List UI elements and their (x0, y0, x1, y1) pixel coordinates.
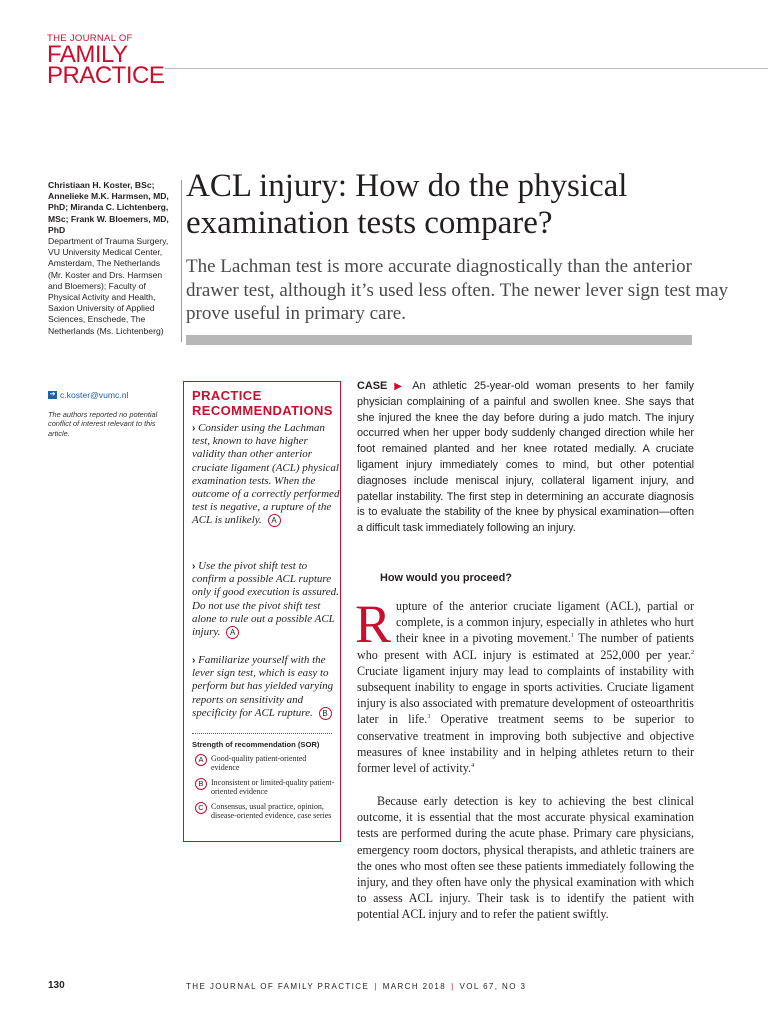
sor-legend-row (195, 778, 335, 797)
footer-journal: THE JOURNAL OF FAMILY PRACTICE (186, 982, 370, 991)
practice-recommendations-title (192, 389, 340, 418)
recommendation-item (192, 560, 340, 639)
footer-separator: | (451, 982, 455, 991)
author-email-link[interactable]: c.koster@vumc.nl (60, 390, 129, 400)
practice-title-line2: RECOMMENDATIONS (192, 402, 333, 418)
chevron-right-icon: › (192, 423, 196, 434)
chevron-right-icon: › (192, 561, 196, 572)
author-names: Christiaan H. Koster, BSc; Annelieke M.K. Harmsen, MD, PhD; Miranda C. Lichtenberg, MSc; Frank W. Bloemers, MD, PhD (48, 180, 169, 235)
body-text: Cruciate ligament injury may lead to complaints of instability with subsequent inability to engage in sports activities. Cruciate ligament injury is also associated with premature development of osteoarthritis later in life. (357, 663, 694, 727)
grade-badge: B (319, 707, 332, 720)
chevron-right-icon: › (192, 655, 196, 666)
footer-separator: | (374, 982, 378, 991)
recommendation-text: Consider using the Lachman test, known to have higher validity than other anterior cruciate ligament (ACL) physical examination tests. When the outcome of a correctly performed test is negative, a rupture of the ACL is unlikely. (192, 422, 340, 527)
article-subtitle: The Lachman test is more accurate diagnostically than the anterior drawer test, although it’s used less often. The newer lever sign test may prove useful in primary care. (186, 256, 729, 324)
reference-marker: 2 (691, 649, 694, 656)
reference-marker: 3 (427, 714, 431, 721)
reference-marker: 1 (571, 633, 575, 640)
email-row[interactable] (48, 390, 174, 400)
grade-badge: A (226, 626, 239, 639)
grade-badge: B (195, 778, 207, 790)
footer-date: MARCH 2018 (382, 982, 447, 991)
author-affiliation: Department of Trauma Surgery, VU University Medical Center, Amsterdam, The Netherlands (Mr. Koster and Drs. Harmsen and Bloemers); Faculty of Physical Activity and Health, Saxion University of Applied Sciences, Enschede, The Netherlands (Ms. Lichtenberg) (48, 236, 169, 336)
body-paragraph: Because early detection is key to achieving the best clinical outcome, it is essential that the most accurate physical examination tests are performed during the acute phase. Primary care physicians, emergency room doctors, physical therapists, and athletic trainers are the ones who most often see these patients immediately following the injury, and they often have only the physical examination with which to assess ACL injury. Their task is to identify the patient with potential ACL injury and to refer the patient swiftly. (357, 794, 694, 922)
title-bar-decoration (186, 335, 692, 345)
running-footer (186, 982, 526, 991)
sor-title: Strength of recommendation (SOR) (192, 740, 320, 749)
grade-badge: C (195, 802, 207, 814)
page-number: 130 (48, 980, 65, 991)
masthead-divider (165, 68, 768, 69)
sor-legend-text: Good-quality patient-oriented evidence (211, 754, 307, 773)
sor-legend-row (195, 802, 335, 821)
journal-masthead (47, 33, 177, 89)
sor-divider (192, 733, 332, 734)
case-text: An athletic 25-year-old woman presents to her family physician complaining of a painful and swollen knee. She says that she injured the knee the day before during a judo match. The injury occurred when her upper body suddenly changed direction while her foot remained planted and her knee rotated medially. A cruciate ligament injury immediately comes to mind, but other potential diagnoses include meniscal injury, collateral ligament injury, and patellar instability. The first step in determining an accurate diagnosis is to evaluate the stability of the knee by physical examination—often a difficult task immediately following an injury. (357, 380, 694, 535)
recommendation-item (192, 422, 340, 528)
case-label: CASE (357, 380, 388, 392)
body-text: upture of the anterior cruciate ligament (ACL), partial or complete, is a common injury, especially in athletes who hurt their knee in a pivoting movement. (396, 599, 694, 646)
recommendation-item (192, 654, 340, 720)
recommendation-text: Familiarize yourself with the lever sign test, which is easy to perform but has yielded varying reports on sensitivity and specificity for ACL rupture. (192, 654, 334, 719)
article-title: ACL injury: How do the physical examination tests compare? (186, 168, 628, 241)
masthead-line-practice: PRACTICE (47, 62, 165, 89)
case-question: How would you proceed? (380, 572, 512, 584)
sor-legend-text: Consensus, usual practice, opinion, disease-oriented evidence, case series (211, 802, 332, 821)
body-paragraph (355, 594, 695, 776)
drop-cap: R (355, 594, 392, 654)
grade-badge: A (195, 754, 207, 766)
sor-legend-text: Inconsistent or limited-quality patient-oriented evidence (211, 778, 335, 797)
case-paragraph (357, 379, 694, 537)
masthead-small-line: THE JOURNAL OF (47, 33, 133, 44)
arrow-right-icon: ➔ (49, 391, 56, 398)
body-text: Operative treatment seems to be superior to conservative treatment in improving both subjective and objective measures of knee instability and in helping athletes return to their former level of activity. (357, 712, 695, 776)
sidebar-divider (181, 180, 182, 342)
grade-badge: A (268, 514, 281, 527)
masthead-title (47, 41, 177, 89)
sor-legend-row (195, 754, 335, 773)
recommendation-text: Use the pivot shift test to confirm a possible ACL rupture only if good execution is assured. Do not use the pivot shift test alone to rule out a possible ACL injury. (192, 560, 339, 639)
conflict-disclosure: The authors reported no potential conflict of interest relevant to this article. (48, 410, 158, 438)
body-text: The number of patients who present with ACL injury is estimated at 252,000 per year. (357, 631, 694, 662)
masthead-line-family: FAMILY (47, 41, 128, 68)
author-block (48, 180, 174, 337)
reference-marker: 4 (471, 763, 475, 769)
play-arrow-icon: ▶ (394, 381, 406, 392)
practice-title-line1: PRACTICE (192, 388, 262, 403)
footer-volume: VOL 67, NO 3 (459, 982, 527, 991)
